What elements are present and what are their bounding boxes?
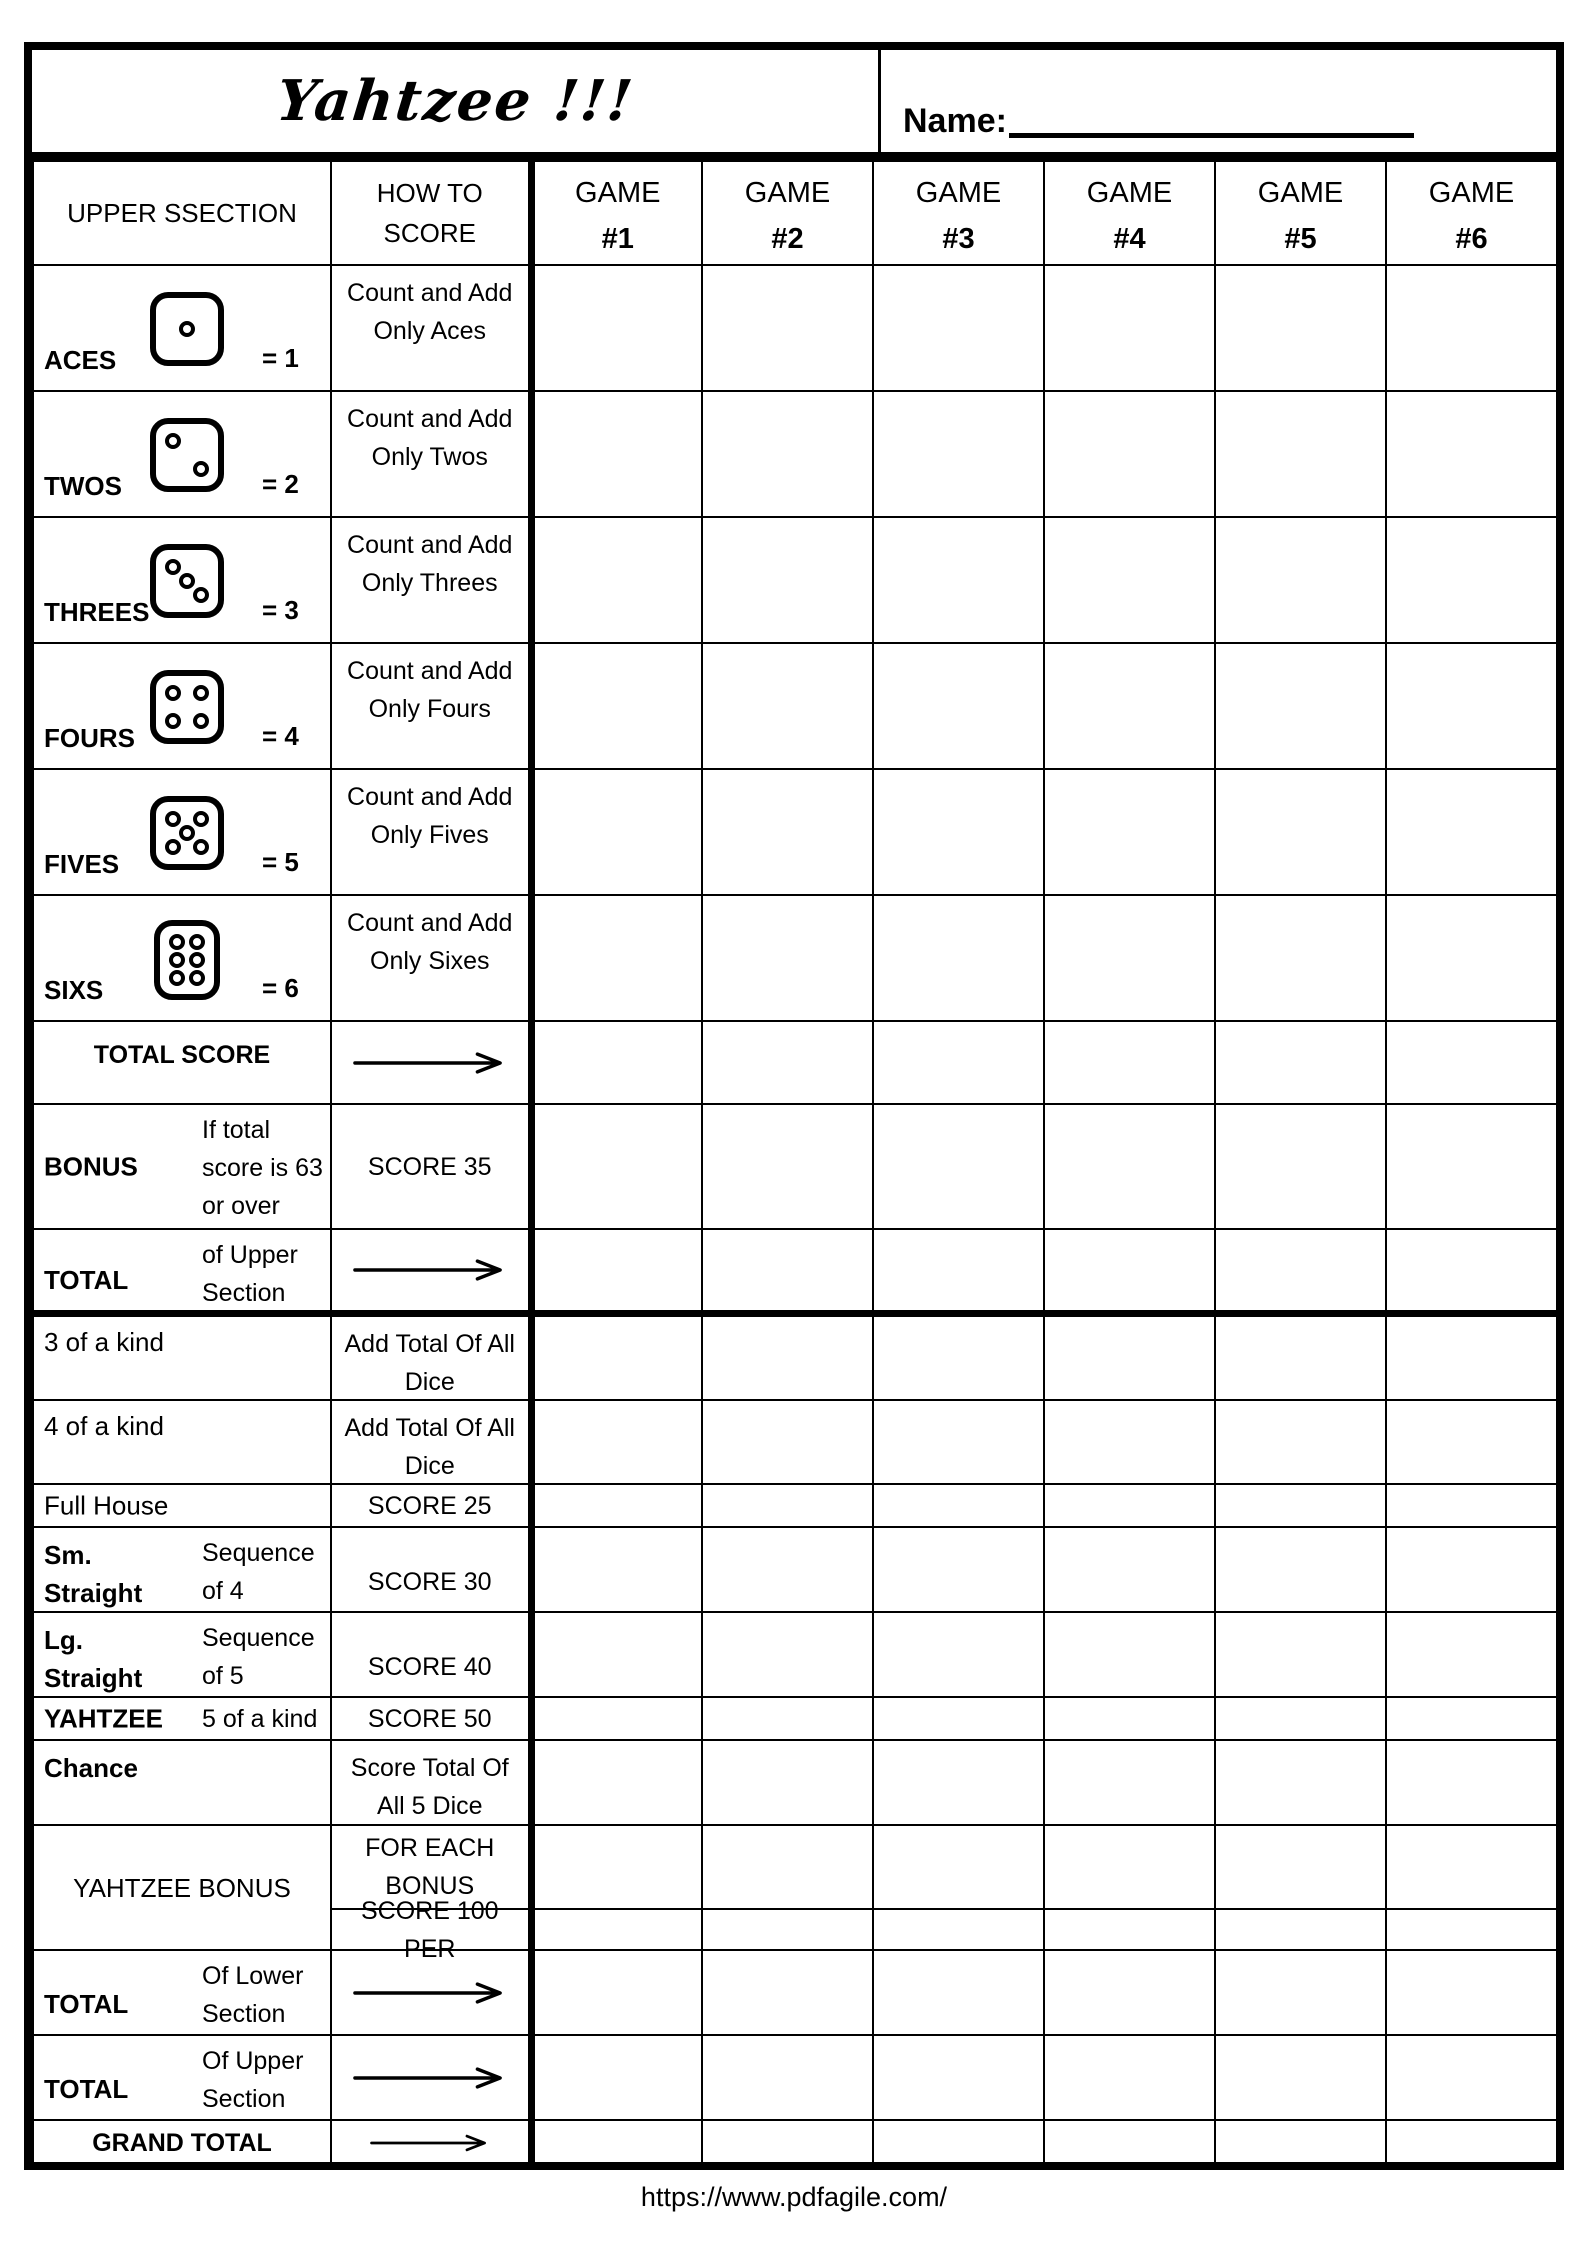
score-cell[interactable] [1386, 1229, 1557, 1313]
total-score-label: TOTAL SCORE [93, 1041, 271, 1069]
score-cell[interactable] [702, 391, 873, 517]
score-cell[interactable] [1044, 1909, 1215, 1950]
three-kind-label-cell [33, 1313, 331, 1400]
game-3-header: GAME #3 [873, 161, 1044, 265]
score-cell[interactable] [873, 769, 1044, 895]
score-cell[interactable] [1044, 517, 1215, 643]
score-cell[interactable] [1386, 517, 1557, 643]
how-to-chance: Score Total Of All 5 Dice [331, 1740, 531, 1825]
score-cell[interactable] [1044, 1740, 1215, 1825]
row-label-twos: TWOS [44, 471, 122, 501]
row-label-sixs: SIXS [44, 975, 104, 1005]
die-3-icon [150, 544, 224, 618]
score-cell[interactable] [1386, 1950, 1557, 2035]
row-bonus [33, 1104, 1557, 1229]
how-to-fives: Count and Add Only Fives [331, 769, 531, 895]
score-cell[interactable] [1386, 391, 1557, 517]
score-cell[interactable] [1044, 895, 1215, 1021]
game-2-header: GAME #2 [702, 161, 873, 265]
upper-section-header: UPPER SSECTION [33, 161, 331, 265]
score-cell[interactable] [1215, 1527, 1386, 1612]
score-cell[interactable] [873, 1400, 1044, 1484]
score-cell[interactable] [702, 769, 873, 895]
score-cell[interactable] [873, 1825, 1044, 1909]
score-cell[interactable] [1386, 2035, 1557, 2120]
die-1-value: = 1 [262, 343, 299, 373]
score-cell[interactable] [1044, 1313, 1215, 1400]
right-arrow-icon [351, 2133, 509, 2153]
score-cell[interactable] [531, 643, 702, 769]
score-cell[interactable] [531, 1021, 702, 1104]
how-to-lg-straight: SCORE 40 [331, 1612, 531, 1697]
score-cell[interactable] [1215, 1612, 1386, 1697]
row-grand-total [33, 2120, 1557, 2165]
four-kind-label: 4 of a kind [44, 1411, 164, 1441]
total-score-label-cell [33, 1021, 331, 1104]
chance-label-cell [33, 1740, 331, 1825]
score-cell[interactable] [1044, 1484, 1215, 1527]
score-cell[interactable] [873, 895, 1044, 1021]
score-cell[interactable] [1386, 1527, 1557, 1612]
score-cell[interactable] [873, 1484, 1044, 1527]
score-cell[interactable] [1044, 2120, 1215, 2165]
footer-url: https://www.pdfagile.com/ [640, 2182, 948, 2212]
score-cell[interactable] [873, 2120, 1044, 2165]
table-header-row [33, 161, 1557, 265]
full-house-label-cell [33, 1484, 331, 1527]
score-cell[interactable] [1044, 1697, 1215, 1740]
score-cell[interactable] [1215, 1313, 1386, 1400]
score-cell[interactable] [702, 2035, 873, 2120]
row-total-score [33, 1021, 1557, 1104]
score-cell[interactable] [873, 517, 1044, 643]
score-cell[interactable] [1215, 1950, 1386, 2035]
score-cell[interactable] [531, 1229, 702, 1313]
score-cell[interactable] [531, 2035, 702, 2120]
upper-total-arrow-cell [331, 1229, 531, 1313]
score-cell[interactable] [702, 1740, 873, 1825]
yahtzee-label-cell [33, 1697, 331, 1740]
die-5-value: = 5 [262, 847, 299, 877]
score-cell[interactable] [1386, 1104, 1557, 1229]
row-twos [33, 391, 1557, 517]
score-cell[interactable] [1215, 1740, 1386, 1825]
score-cell[interactable] [702, 643, 873, 769]
score-cell[interactable] [1215, 1104, 1386, 1229]
yahtzee-bonus-how-bottom: SCORE 100 PER [331, 1909, 531, 1950]
score-cell[interactable] [873, 1104, 1044, 1229]
die-3-value: = 3 [262, 595, 299, 625]
score-cell[interactable] [531, 1825, 702, 1909]
die-1-icon [150, 292, 224, 366]
row-yahtzee-bonus-1 [33, 1825, 1557, 1909]
upper-total-label-cell [33, 1229, 331, 1313]
score-cell[interactable] [1386, 1740, 1557, 1825]
yahtzee-bonus-label: YAHTZEE BONUS [73, 1872, 291, 1903]
chance-label: Chance [44, 1753, 138, 1783]
yahtzee-bonus-how-top: FOR EACH BONUS [331, 1825, 531, 1909]
score-cell[interactable] [1044, 1229, 1215, 1313]
sm-straight-label-cell [33, 1527, 331, 1612]
how-to-yahtzee: SCORE 50 [331, 1697, 531, 1740]
lg-straight-desc: Sequence of 5 [202, 1624, 315, 1690]
score-cell[interactable] [1044, 1612, 1215, 1697]
lg-straight-label-cell [33, 1612, 331, 1697]
score-cell[interactable] [1044, 1527, 1215, 1612]
score-cell[interactable] [1044, 643, 1215, 769]
how-to-threes: Count and Add Only Threes [331, 517, 531, 643]
score-cell[interactable] [702, 1400, 873, 1484]
score-cell[interactable] [1215, 1825, 1386, 1909]
upper-total2-label: TOTAL [44, 2074, 129, 2104]
title-bar [32, 50, 1556, 160]
die-2-value: = 2 [262, 469, 299, 499]
score-cell[interactable] [873, 391, 1044, 517]
lower-total-arrow-cell [331, 1950, 531, 2035]
score-cell[interactable] [531, 1909, 702, 1950]
score-cell[interactable] [1044, 769, 1215, 895]
score-cell[interactable] [531, 1313, 702, 1400]
game-1-header: GAME #1 [531, 161, 702, 265]
score-cell[interactable] [1386, 265, 1557, 391]
row-fives [33, 769, 1557, 895]
score-cell[interactable] [531, 1950, 702, 2035]
row-label-threes: THREES [44, 597, 150, 627]
game-6-header: GAME #6 [1386, 161, 1557, 265]
score-cell[interactable] [531, 1612, 702, 1697]
lower-total-scope: Of Lower Section [202, 1962, 304, 2028]
lower-total-label-cell [33, 1950, 331, 2035]
score-sheet [24, 42, 1564, 2170]
score-cell[interactable] [1386, 1825, 1557, 1909]
score-cell[interactable] [873, 1950, 1044, 2035]
upper-total2-arrow-cell [331, 2035, 531, 2120]
how-to-full-house: SCORE 25 [331, 1484, 531, 1527]
score-cell[interactable] [1044, 1400, 1215, 1484]
score-cell[interactable] [1044, 1104, 1215, 1229]
score-cell[interactable] [531, 1697, 702, 1740]
score-cell[interactable] [873, 1229, 1044, 1313]
score-cell[interactable] [873, 643, 1044, 769]
row-label-fours: FOURS [44, 723, 135, 753]
aces-label-cell [33, 265, 331, 391]
die-4-icon [150, 670, 224, 744]
score-cell[interactable] [702, 1697, 873, 1740]
score-cell[interactable] [531, 1740, 702, 1825]
row-lower-total [33, 1950, 1557, 2035]
score-cell[interactable] [702, 1484, 873, 1527]
row-fours [33, 643, 1557, 769]
row-threes [33, 517, 1557, 643]
score-cell[interactable] [531, 895, 702, 1021]
score-cell[interactable] [702, 1950, 873, 2035]
die-2-icon [150, 418, 224, 492]
die-6-value: = 6 [262, 973, 299, 1003]
page-title: Yahtzee !!! [273, 68, 637, 134]
score-cell[interactable] [1215, 265, 1386, 391]
bonus-condition: If total score is 63 or over [202, 1116, 323, 1220]
score-cell[interactable] [702, 2120, 873, 2165]
die-4-value: = 4 [262, 721, 299, 751]
score-cell[interactable] [531, 1484, 702, 1527]
total-score-arrow-cell [331, 1021, 531, 1104]
upper-total-label: TOTAL [44, 1264, 129, 1295]
grand-total-label: GRAND TOTAL [92, 2128, 272, 2157]
row-aces [33, 265, 1557, 391]
score-cell[interactable] [702, 1825, 873, 1909]
row-full-house [33, 1484, 1557, 1527]
bonus-how-cell: SCORE 35 [331, 1104, 531, 1229]
bonus-label-cell [33, 1104, 331, 1229]
score-cell[interactable] [1215, 643, 1386, 769]
score-cell[interactable] [1044, 265, 1215, 391]
sm-straight-label: Sm. Straight [44, 1540, 143, 1608]
yahtzee-label: YAHTZEE [44, 1703, 163, 1733]
score-cell[interactable] [1386, 769, 1557, 895]
score-cell[interactable] [873, 1612, 1044, 1697]
how-to-sm-straight: SCORE 30 [331, 1527, 531, 1612]
row-sixs [33, 895, 1557, 1021]
score-cell[interactable] [531, 1400, 702, 1484]
score-cell[interactable] [1386, 1484, 1557, 1527]
game-4-header: GAME #4 [1044, 161, 1215, 265]
footer [0, 2182, 1588, 2213]
score-cell[interactable] [1044, 1021, 1215, 1104]
game-5-header: GAME #5 [1215, 161, 1386, 265]
score-cell[interactable] [702, 265, 873, 391]
right-arrow-icon [351, 1980, 509, 2006]
score-cell[interactable] [1215, 895, 1386, 1021]
score-cell[interactable] [873, 1909, 1044, 1950]
how-to-four-kind: Add Total Of All Dice [331, 1400, 531, 1484]
score-cell[interactable] [531, 2120, 702, 2165]
score-cell[interactable] [1386, 643, 1557, 769]
threes-label-cell [33, 517, 331, 643]
die-6-icon [154, 920, 220, 1000]
score-cell[interactable] [1386, 1021, 1557, 1104]
die-5-icon [150, 796, 224, 870]
name-cell [881, 50, 1556, 152]
score-cell[interactable] [1386, 1313, 1557, 1400]
score-cell[interactable] [702, 895, 873, 1021]
row-upper-total [33, 1229, 1557, 1313]
grand-total-label-cell [33, 2120, 331, 2165]
how-to-aces: Count and Add Only Aces [331, 265, 531, 391]
right-arrow-icon [351, 1050, 509, 1076]
how-to-three-kind: Add Total Of All Dice [331, 1313, 531, 1400]
fours-label-cell [33, 643, 331, 769]
right-arrow-icon [351, 1257, 509, 1283]
score-table [32, 160, 1558, 2166]
score-cell[interactable] [702, 517, 873, 643]
three-kind-label: 3 of a kind [44, 1326, 164, 1357]
score-cell[interactable] [531, 517, 702, 643]
grand-total-arrow-cell [331, 2120, 531, 2165]
row-three-kind [33, 1313, 1557, 1400]
bonus-label: BONUS [44, 1151, 138, 1181]
row-four-kind [33, 1400, 1557, 1484]
score-cell[interactable] [531, 391, 702, 517]
score-cell[interactable] [1386, 1909, 1557, 1950]
score-cell[interactable] [702, 1021, 873, 1104]
score-cell[interactable] [873, 265, 1044, 391]
score-cell[interactable] [873, 1697, 1044, 1740]
score-cell[interactable] [702, 1527, 873, 1612]
score-cell[interactable] [1215, 769, 1386, 895]
score-cell[interactable] [1044, 391, 1215, 517]
yahtzee-bonus-label-cell [33, 1825, 331, 1950]
score-cell[interactable] [1215, 2120, 1386, 2165]
row-lg-straight [33, 1612, 1557, 1697]
sm-straight-desc: Sequence of 4 [202, 1539, 315, 1605]
name-label: Name: [903, 102, 1007, 140]
name-input-line[interactable] [1009, 103, 1414, 138]
score-cell[interactable] [873, 1740, 1044, 1825]
upper-total-scope: of Upper Section [202, 1241, 298, 1307]
fives-label-cell [33, 769, 331, 895]
upper-total2-scope: Of Upper Section [202, 2047, 304, 2113]
score-cell[interactable] [1386, 1612, 1557, 1697]
score-cell[interactable] [873, 1527, 1044, 1612]
four-kind-label-cell [33, 1400, 331, 1484]
how-to-sixs: Count and Add Only Sixes [331, 895, 531, 1021]
row-chance [33, 1740, 1557, 1825]
score-cell[interactable] [702, 1612, 873, 1697]
score-cell[interactable] [873, 1021, 1044, 1104]
score-cell[interactable] [1044, 2035, 1215, 2120]
yahtzee-desc: 5 of a kind [202, 1704, 318, 1733]
score-cell[interactable] [1386, 2120, 1557, 2165]
score-cell[interactable] [1215, 391, 1386, 517]
score-cell[interactable] [1215, 2035, 1386, 2120]
score-cell[interactable] [1386, 1400, 1557, 1484]
score-cell[interactable] [1215, 1400, 1386, 1484]
row-sm-straight [33, 1527, 1557, 1612]
upper-total2-label-cell [33, 2035, 331, 2120]
score-cell[interactable] [1386, 1697, 1557, 1740]
row-label-fives: FIVES [44, 849, 120, 879]
score-cell[interactable] [531, 265, 702, 391]
twos-label-cell [33, 391, 331, 517]
score-cell[interactable] [531, 1104, 702, 1229]
score-cell[interactable] [1215, 1484, 1386, 1527]
score-cell[interactable] [1215, 1909, 1386, 1950]
score-cell[interactable] [873, 2035, 1044, 2120]
score-cell[interactable] [702, 1104, 873, 1229]
score-cell[interactable] [702, 1909, 873, 1950]
score-cell[interactable] [1215, 1229, 1386, 1313]
score-cell[interactable] [702, 1313, 873, 1400]
score-cell[interactable] [531, 1527, 702, 1612]
score-cell[interactable] [531, 769, 702, 895]
title-cell [32, 50, 881, 152]
row-label-aces: ACES [44, 345, 117, 375]
row-yahtzee [33, 1697, 1557, 1740]
score-cell[interactable] [1215, 1697, 1386, 1740]
full-house-label: Full House [44, 1490, 169, 1520]
right-arrow-icon [351, 2065, 509, 2091]
score-cell[interactable] [873, 1313, 1044, 1400]
how-to-score-header: HOW TO SCORE [331, 161, 531, 265]
lower-total-label: TOTAL [44, 1989, 129, 2019]
how-to-fours: Count and Add Only Fours [331, 643, 531, 769]
sixs-label-cell [33, 895, 331, 1021]
score-cell[interactable] [1215, 1021, 1386, 1104]
score-cell[interactable] [1044, 1825, 1215, 1909]
how-to-twos: Count and Add Only Twos [331, 391, 531, 517]
score-cell[interactable] [1044, 1950, 1215, 2035]
score-cell[interactable] [702, 1229, 873, 1313]
score-cell[interactable] [1386, 895, 1557, 1021]
row-upper-total-2 [33, 2035, 1557, 2120]
lg-straight-label: Lg. Straight [44, 1625, 143, 1693]
score-cell[interactable] [1215, 517, 1386, 643]
